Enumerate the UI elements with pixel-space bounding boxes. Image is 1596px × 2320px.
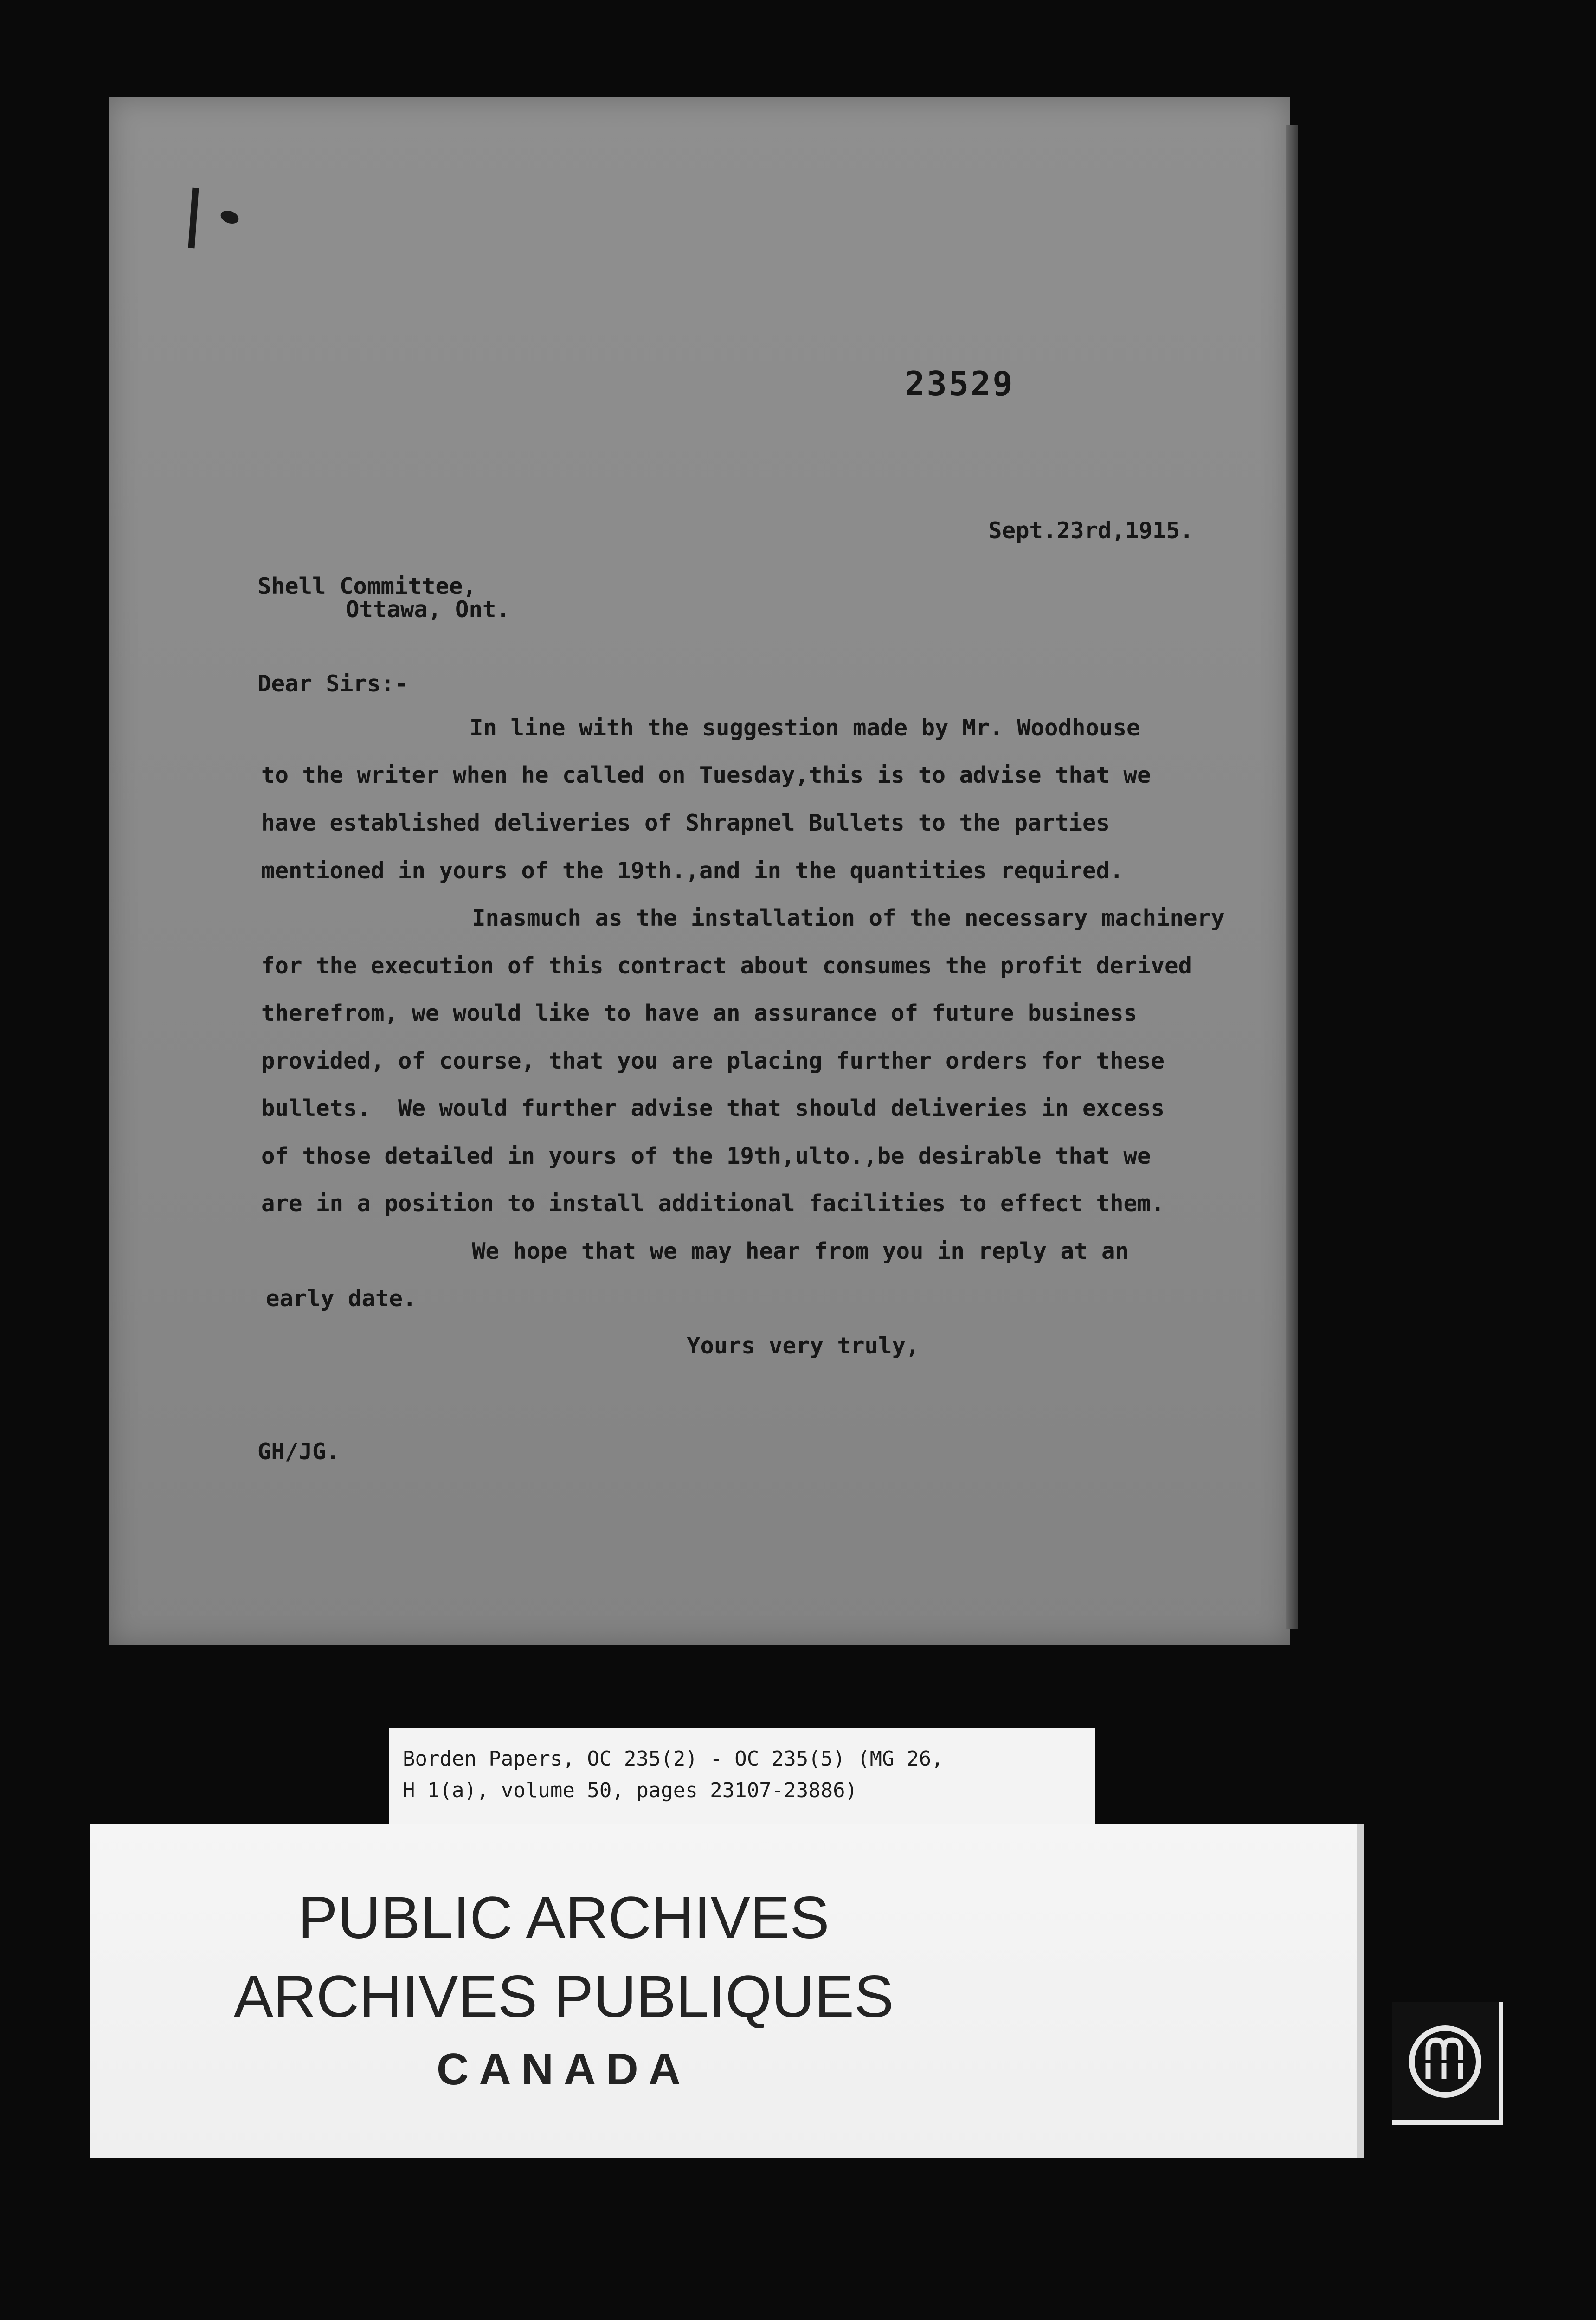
emblem-svg (1392, 2002, 1499, 2120)
body-line: In line with the suggestion made by Mr. Woodhouse (470, 715, 1140, 741)
body-line: provided, of course, that you are placing further orders for these (261, 1048, 1165, 1074)
body-line: therefrom, we would like to have an assurance of future business (261, 1000, 1138, 1026)
addressee-line-1: Shell Committee, (257, 573, 477, 599)
body-line: mentioned in yours of the 19th.,and in the quantities required. (261, 857, 1124, 884)
citation-label (389, 1728, 1095, 1826)
banner-title-french: ARCHIVES PUBLIQUES (233, 1964, 894, 2030)
body-line: We hope that we may hear from you in reply at an (472, 1238, 1129, 1264)
body-line: are in a position to install additional facilities to effect them. (261, 1190, 1165, 1217)
body-line: to the writer when he called on Tuesday,this is to advise that we (261, 762, 1151, 788)
banner-title-english: PUBLIC ARCHIVES (298, 1885, 830, 1951)
body-line: of those detailed in yours of the 19th,ulto.,be desirable that we (261, 1143, 1151, 1169)
citation-line-1: Borden Papers, OC 235(2) - OC 235(5) (MG 26, (403, 1747, 944, 1771)
archives-canada-emblem-icon (1392, 2002, 1503, 2125)
document-number: 23529 (905, 364, 1015, 403)
body-line: bullets. We would further advise that should deliveries in excess (261, 1095, 1165, 1121)
letter-page (109, 97, 1290, 1645)
body-line: have established deliveries of Shrapnel Bullets to the parties (261, 810, 1110, 836)
ink-blot (219, 208, 240, 226)
pen-mark (188, 188, 199, 249)
body-line: Inasmuch as the installation of the necessary machinery (472, 905, 1225, 931)
page-edge (1286, 125, 1298, 1629)
archives-banner (90, 1824, 1364, 2158)
letter-date: Sept.23rd,1915. (988, 517, 1194, 544)
body-line: for the execution of this contract about consumes the profit derived (261, 953, 1192, 979)
closing: Yours very truly, (687, 1333, 920, 1359)
salutation: Dear Sirs:- (257, 670, 408, 697)
addressee-line-2: Ottawa, Ont. (346, 596, 510, 623)
body-line: early date. (266, 1285, 417, 1312)
citation-line-2: H 1(a), volume 50, pages 23107-23886) (403, 1779, 858, 1802)
banner-country: CANADA (437, 2044, 691, 2094)
typist-initials: GH/JG. (257, 1438, 340, 1465)
